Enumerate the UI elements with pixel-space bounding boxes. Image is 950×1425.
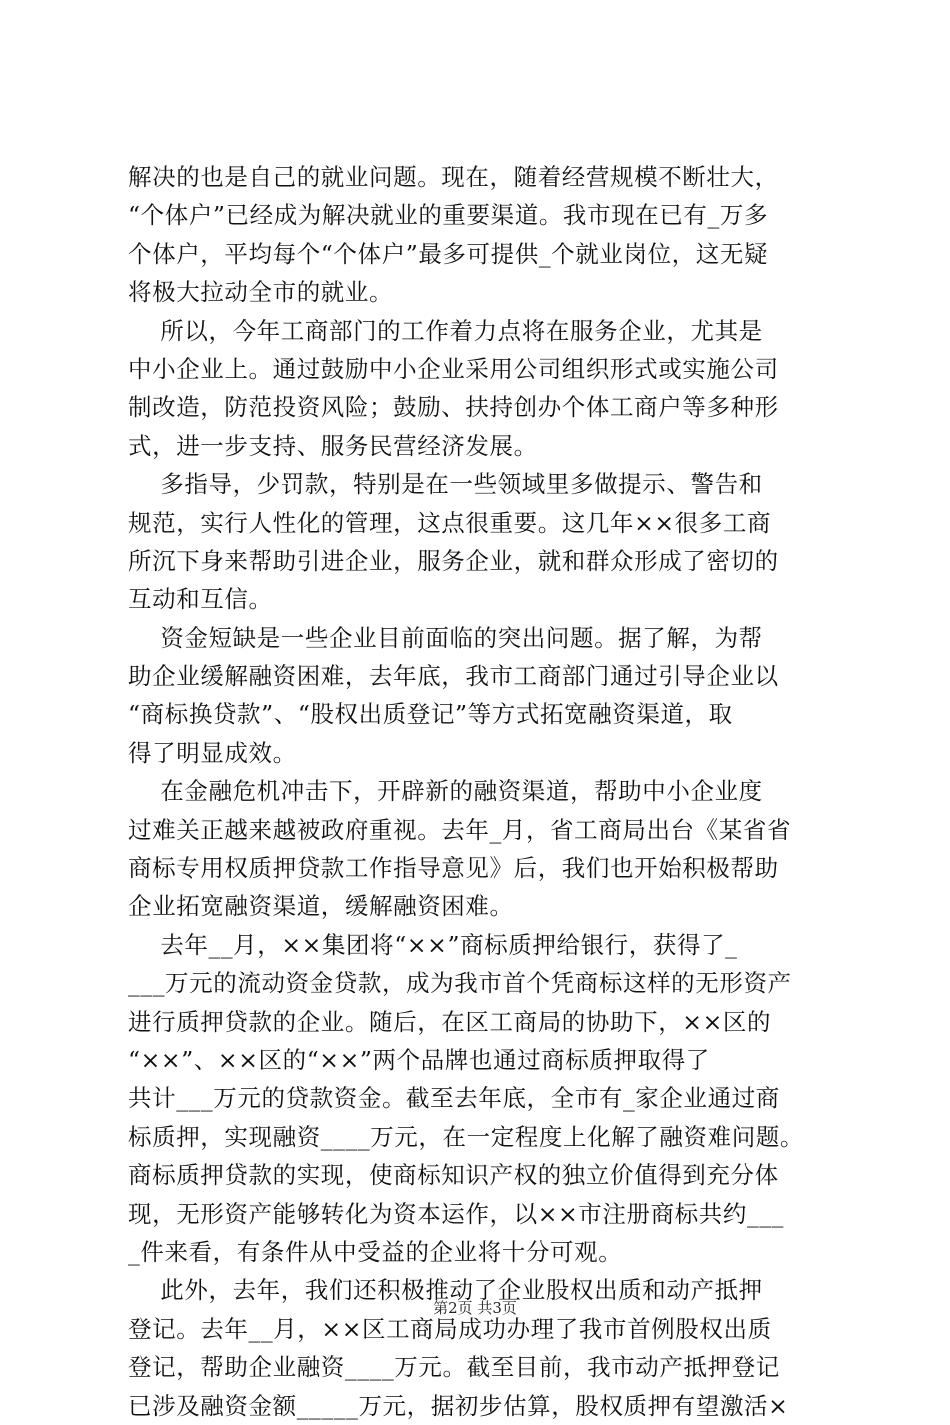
- text-line: 登记，帮助企业融资____万元。截至目前，我市动产抵押登记: [128, 1353, 780, 1382]
- text-line: ___万元的流动资金贷款，成为我市首个凭商标这样的无形资产: [128, 969, 792, 998]
- text-line: 式，进一步支持、服务民营经济发展。: [128, 431, 538, 460]
- text-line: “××”、××区的“××”两个品牌也通过商标质押取得了: [128, 1045, 710, 1074]
- text-line: 共计___万元的贷款资金。截至去年底，全市有_家企业通过商: [128, 1084, 780, 1113]
- text-line: 登记。去年__月，××区工商局成功办理了我市首例股权出质: [128, 1314, 772, 1343]
- text-line: 所以，今年工商部门的工作着力点将在服务企业，尤其是: [128, 316, 763, 345]
- page-number-label: 第2页 共3页: [433, 1299, 517, 1317]
- document-body: [128, 158, 848, 1425]
- text-line: 资金短缺是一些企业目前面临的突出问题。据了解，为帮: [128, 623, 763, 652]
- text-line: 助企业缓解融资困难，去年底，我市工商部门通过引导企业以: [128, 662, 779, 691]
- text-line: 企业拓宽融资渠道，缓解融资困难。: [128, 892, 514, 921]
- text-line: 所沉下身来帮助引进企业，服务企业，就和群众形成了密切的: [128, 546, 779, 575]
- text-line: 已涉及融资金额_____万元，据初步估算，股权质押有望激活×: [128, 1391, 789, 1420]
- text-line: 多指导，少罚款，特别是在一些领域里多做提示、警告和: [128, 470, 763, 499]
- text-line: “商标换贷款”、“股权出质登记”等方式拓宽融资渠道，取: [128, 700, 733, 729]
- text-line: 在金融危机冲击下，开辟新的融资渠道，帮助中小企业度: [128, 777, 763, 806]
- text-line: 解决的也是自己的就业问题。现在，随着经营规模不断壮大，: [128, 163, 779, 191]
- text-line: 过难关正越来越被政府重视。去年_月，省工商局出台《某省省: [128, 815, 792, 844]
- text-line: 将极大拉动全市的就业。: [128, 278, 394, 307]
- page-footer: [0, 1298, 950, 1318]
- text-line: 互动和互信。: [128, 585, 273, 614]
- text-line: 规范，实行人性化的管理，这点很重要。这几年××很多工商: [128, 508, 772, 537]
- text-line: 此外，去年，我们还积极推动了企业股权出质和动产抵押: [128, 1276, 763, 1305]
- text-line: _件来看，有条件从中受益的企业将十分可观。: [128, 1237, 623, 1266]
- text-line: 现，无形资产能够转化为资本运作，以××市注册商标共约___: [128, 1199, 785, 1228]
- text-line: 商标质押贷款的实现，使商标知识产权的独立价值得到充分体: [128, 1161, 779, 1190]
- text-line: 进行质押贷款的企业。随后，在区工商局的协助下，××区的: [128, 1007, 772, 1036]
- text-line: 得了明显成效。: [128, 738, 297, 767]
- text-line: 制改造，防范投资风险；鼓励、扶持创办个体工商户等多种形: [128, 393, 779, 422]
- text-line: 个体户，平均每个“个体户”最多可提供_个就业岗位，这无疑: [128, 239, 769, 268]
- text-line: 去年__月，××集团将“××”商标质押给银行，获得了_: [128, 930, 738, 959]
- text-line: 中小企业上。通过鼓励中小企业采用公司组织形式或实施公司: [128, 354, 779, 383]
- text-line: “个体户”已经成为解决就业的重要渠道。我市现在已有_万多: [128, 201, 769, 230]
- text-line: 标质押，实现融资____万元，在一定程度上化解了融资难问题。: [128, 1122, 804, 1151]
- text-line: 商标专用权质押贷款工作指导意见》后，我们也开始积极帮助: [128, 854, 779, 883]
